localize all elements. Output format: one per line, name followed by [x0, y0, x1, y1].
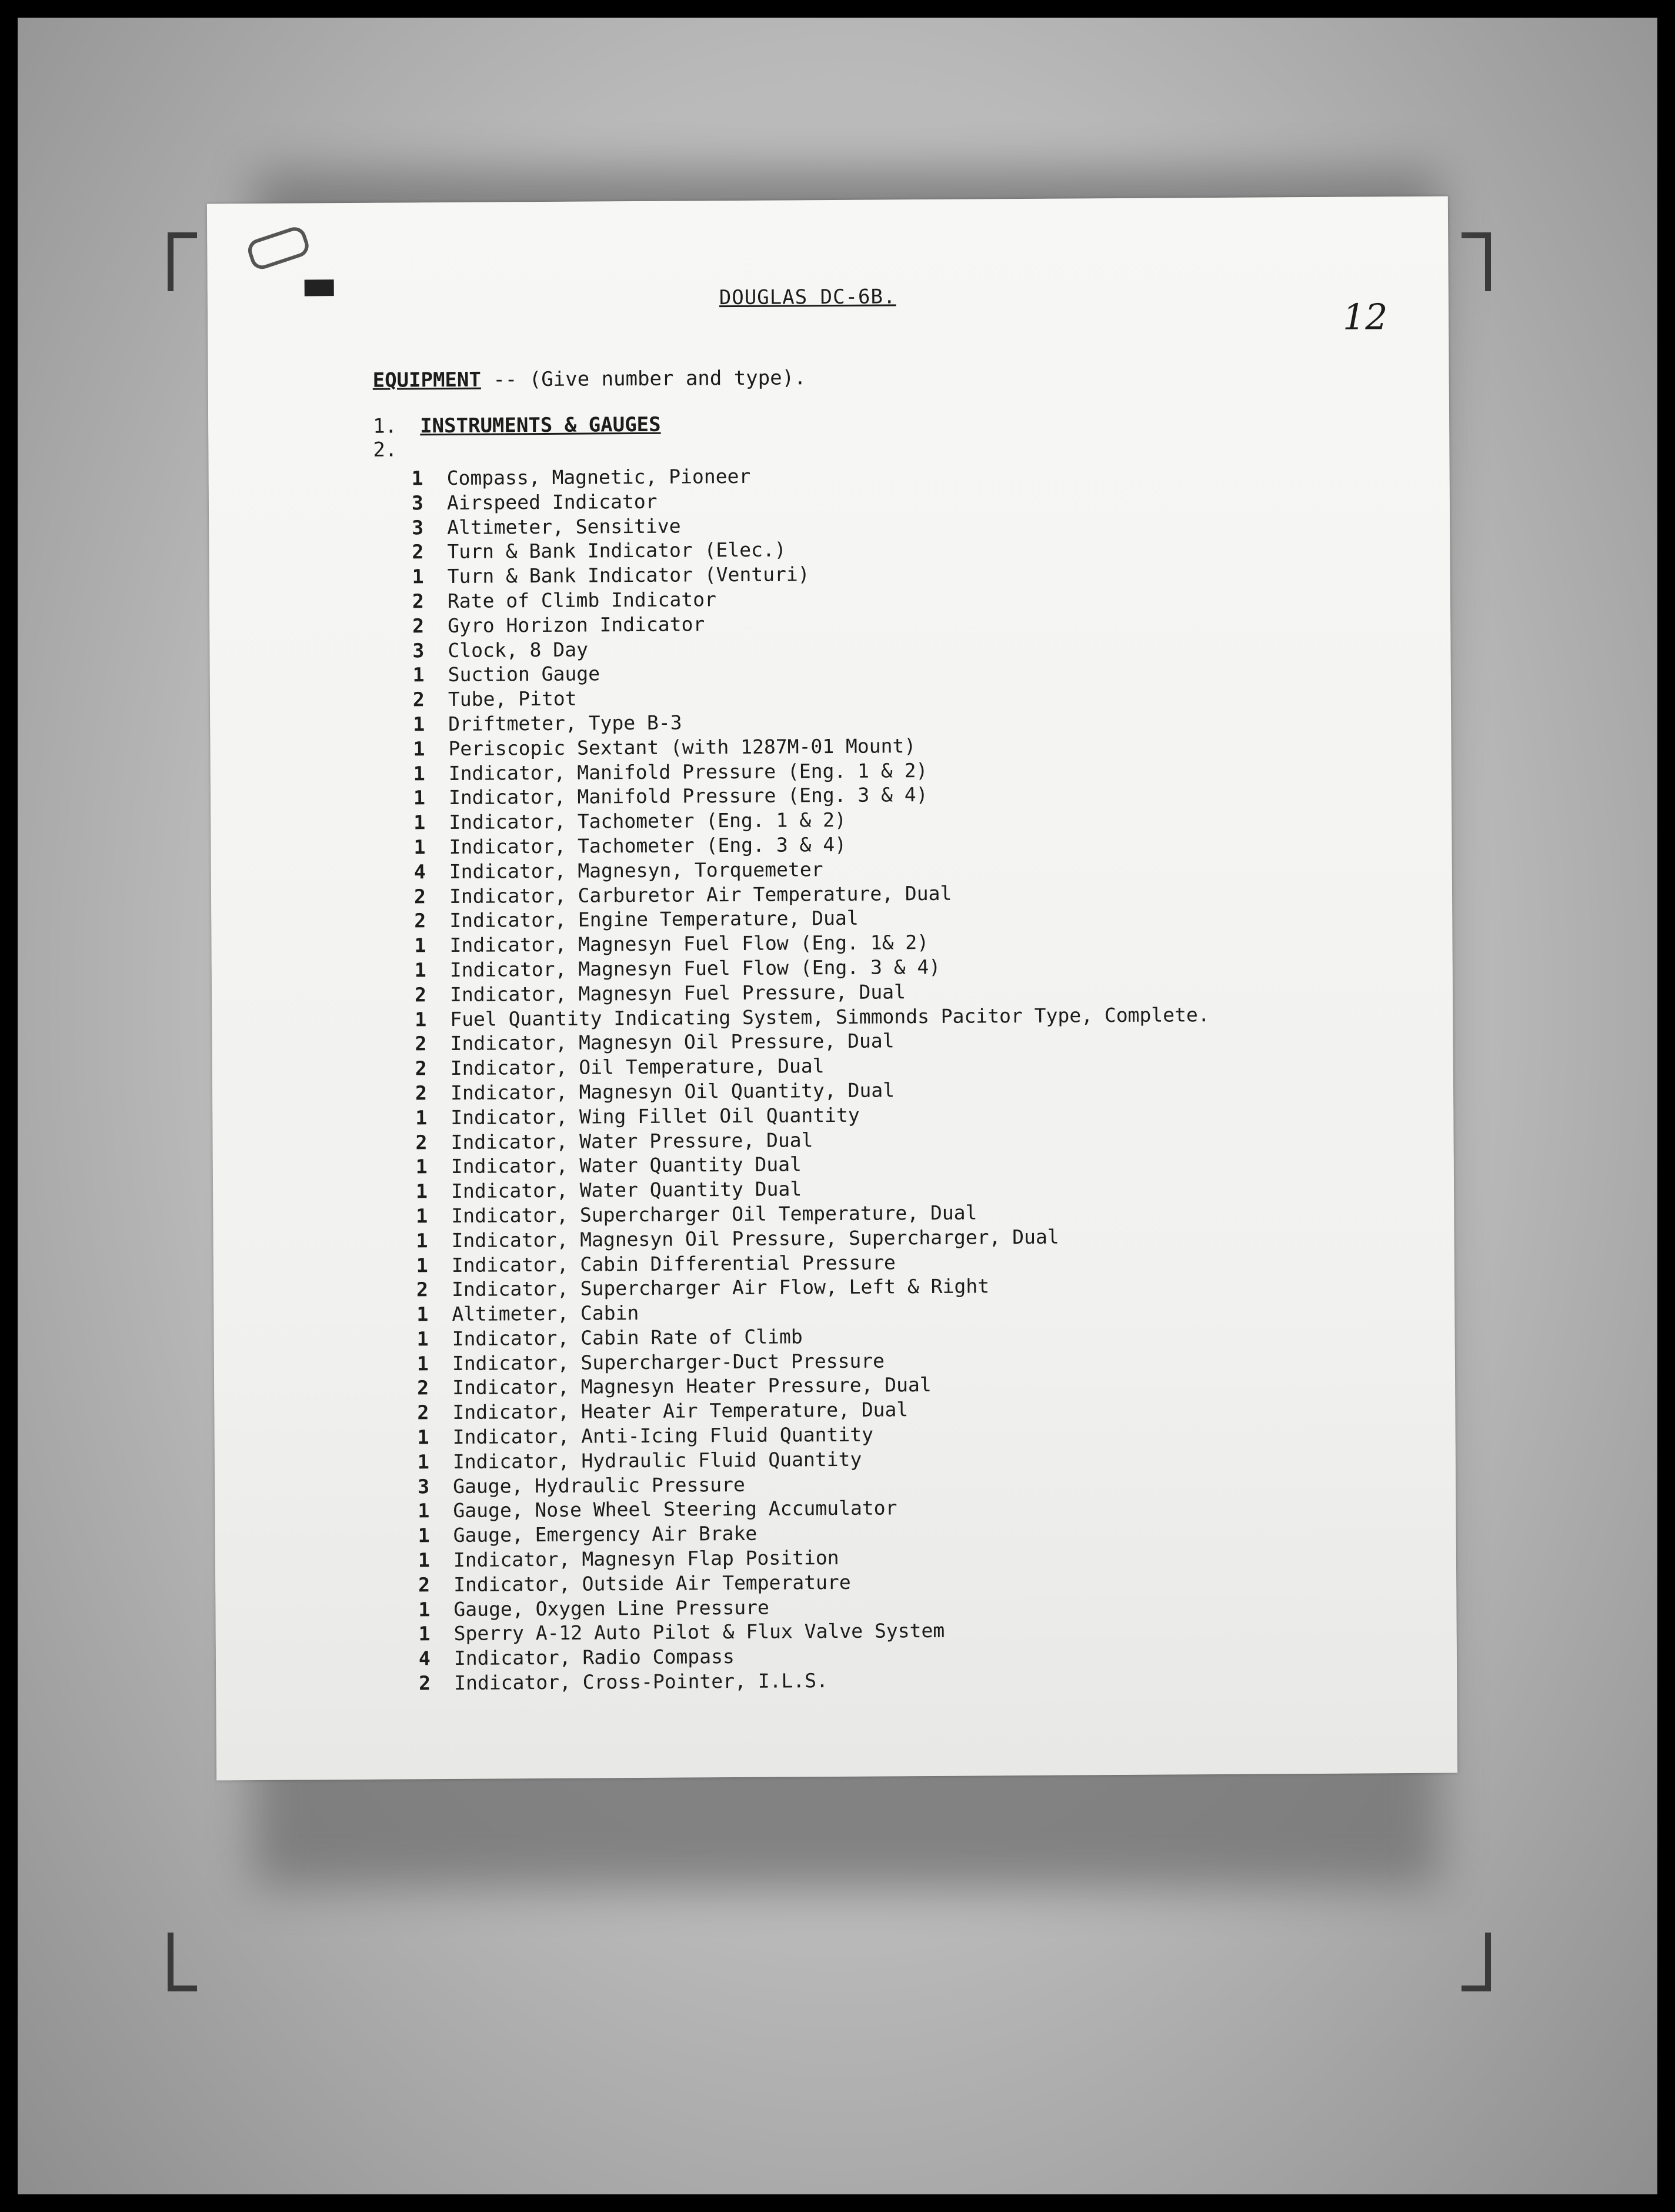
- item-description: Indicator, Magnesyn Fuel Flow (Eng. 1& 2): [449, 931, 929, 957]
- item-description: Indicator, Magnesyn Heater Pressure, Dual: [452, 1373, 932, 1400]
- item-description: Indicator, Water Quantity Dual: [451, 1152, 802, 1178]
- equipment-line: [373, 366, 806, 392]
- item-quantity: 2: [416, 1278, 429, 1301]
- item-description: Indicator, Heater Air Temperature, Dual: [452, 1398, 909, 1424]
- item-quantity: 1: [411, 467, 423, 490]
- item-quantity: 1: [415, 1105, 428, 1130]
- item-description: Indicator, Magnesyn Fuel Pressure, Dual: [449, 980, 906, 1006]
- item-quantity: 2: [418, 1573, 431, 1597]
- item-quantity: 1: [415, 1180, 428, 1203]
- item-description: Indicator, Water Pressure, Dual: [451, 1128, 813, 1154]
- crop-mark-bottom-right: [1462, 1933, 1491, 1991]
- item-quantity: 1: [412, 663, 425, 687]
- item-quantity: 2: [412, 614, 425, 638]
- item-description: Clock, 8 Day: [448, 638, 589, 662]
- equipment-list: [412, 460, 1431, 1695]
- item-description: Indicator, Magnesyn Oil Pressure, Dual: [450, 1029, 895, 1055]
- item-quantity: 1: [413, 786, 426, 809]
- item-quantity: 1: [413, 761, 425, 785]
- item-description: Indicator, Magnesyn Oil Pressure, Supercharger, Dual: [451, 1225, 1059, 1252]
- item-quantity: 1: [415, 1155, 428, 1178]
- item-quantity: 2: [412, 540, 424, 564]
- item-description: Indicator, Cross-Pointer, I.L.S.: [454, 1669, 829, 1694]
- item-quantity: 1: [413, 811, 426, 834]
- item-quantity: 1: [418, 1622, 431, 1645]
- item-description: Tube, Pitot: [448, 687, 577, 711]
- section-number: 1.: [373, 414, 398, 438]
- item-quantity: 1: [413, 737, 425, 761]
- item-description: Indicator, Radio Compass: [453, 1645, 735, 1670]
- item-description: Sperry A-12 Auto Pilot & Flux Valve System: [453, 1619, 945, 1645]
- item-description: Indicator, Supercharger-Duct Pressure: [452, 1349, 885, 1375]
- section-1: [373, 413, 661, 438]
- page-number: 12: [1342, 297, 1388, 338]
- section-title: INSTRUMENTS & GAUGES: [420, 412, 661, 438]
- item-description: Indicator, Oil Temperature, Dual: [450, 1054, 825, 1080]
- item-quantity: 1: [416, 1351, 429, 1375]
- item-quantity: 2: [417, 1401, 429, 1424]
- item-description: Indicator, Anti-Icing Fluid Quantity: [452, 1423, 874, 1449]
- item-quantity: 1: [417, 1425, 429, 1449]
- item-description: Indicator, Magnesyn Fuel Flow (Eng. 3 & 4): [449, 955, 941, 981]
- item-quantity: 2: [414, 909, 426, 932]
- item-quantity: 1: [414, 958, 426, 982]
- item-quantity: 2: [414, 982, 427, 1007]
- item-quantity: 1: [418, 1548, 430, 1572]
- item-quantity: 1: [413, 835, 426, 859]
- item-description: Indicator, Magnesyn Flap Position: [453, 1546, 839, 1572]
- item-quantity: 1: [416, 1302, 429, 1326]
- item-description: Indicator, Magnesyn, Torquemeter: [449, 857, 823, 883]
- item-description: Altimeter, Cabin: [452, 1301, 639, 1326]
- item-quantity: 2: [412, 589, 424, 613]
- equipment-heading: EQUIPMENT: [372, 368, 482, 392]
- item-description: Gauge, Nose Wheel Steering Accumulator: [453, 1496, 897, 1523]
- item-description: Indicator, Carburetor Air Temperature, Dual: [449, 881, 952, 908]
- item-quantity: 4: [418, 1647, 431, 1670]
- item-description: Indicator, Hydraulic Fluid Quantity: [452, 1447, 862, 1473]
- item-quantity: 1: [415, 1007, 427, 1031]
- document-page: [207, 196, 1457, 1781]
- item-description: Turn & Bank Indicator (Venturi): [447, 562, 810, 588]
- item-quantity: 1: [414, 934, 426, 957]
- section-number: 2.: [373, 438, 398, 462]
- item-quantity: 3: [412, 515, 424, 539]
- item-description: Turn & Bank Indicator (Elec.): [447, 538, 786, 564]
- item-quantity: 2: [413, 884, 426, 908]
- item-description: Indicator, Cabin Rate of Climb: [452, 1325, 803, 1350]
- item-quantity: 1: [418, 1524, 430, 1547]
- item-description: Indicator, Manifold Pressure (Eng. 1 & 2): [448, 758, 928, 785]
- item-description: Suction Gauge: [448, 662, 600, 687]
- item-quantity: 1: [418, 1597, 431, 1621]
- item-quantity: 3: [418, 1474, 430, 1498]
- item-quantity: 1: [413, 712, 425, 736]
- item-description: Compass, Magnetic, Pioneer: [446, 464, 751, 489]
- item-description: Indicator, Tachometer (Eng. 1 & 2): [449, 808, 846, 834]
- item-description: Airspeed Indicator: [446, 489, 658, 514]
- item-description: Gauge, Oxygen Line Pressure: [453, 1595, 769, 1621]
- document-title: DOUGLAS DC-6B.: [719, 285, 896, 310]
- item-description: Altimeter, Sensitive: [447, 514, 681, 539]
- item-quantity: 3: [411, 491, 423, 515]
- clip-mark: [305, 279, 334, 296]
- item-quantity: 1: [412, 565, 424, 588]
- item-quantity: 2: [419, 1671, 431, 1695]
- item-description: Indicator, Outside Air Temperature: [453, 1570, 851, 1596]
- paperclip-icon: [245, 224, 312, 272]
- crop-mark-bottom-left: [168, 1933, 197, 1991]
- item-description: Gauge, Emergency Air Brake: [453, 1522, 758, 1547]
- item-description: Gyro Horizon Indicator: [448, 612, 705, 637]
- photo-frame: [18, 18, 1657, 2194]
- item-quantity: 1: [418, 1499, 430, 1523]
- item-description: Indicator, Supercharger Air Flow, Left & Right: [451, 1274, 990, 1301]
- item-description: Indicator, Supercharger Oil Temperature, Dual: [451, 1201, 977, 1227]
- item-quantity: 1: [416, 1228, 428, 1252]
- item-description: Periscopic Sextant (with 1287M-01 Mount): [448, 734, 916, 760]
- item-quantity: 2: [415, 1081, 428, 1105]
- equipment-note: -- (Give number and type).: [481, 366, 806, 392]
- item-description: Fuel Quantity Indicating System, Simmonds Pacitor Type, Complete.: [450, 1002, 1210, 1031]
- crop-mark-top-left: [168, 232, 197, 291]
- item-quantity: 1: [416, 1204, 428, 1228]
- item-quantity: 2: [415, 1057, 427, 1080]
- item-description: Indicator, Magnesyn Oil Quantity, Dual: [450, 1078, 895, 1104]
- item-description: Indicator, Tachometer (Eng. 3 & 4): [449, 832, 847, 858]
- item-description: Driftmeter, Type B-3: [448, 711, 682, 735]
- item-description: Indicator, Manifold Pressure (Eng. 3 & 4): [448, 783, 928, 809]
- section-2: [373, 438, 420, 461]
- item-quantity: 3: [412, 638, 425, 662]
- item-description: Indicator, Cabin Differential Pressure: [451, 1250, 896, 1277]
- item-quantity: 2: [415, 1032, 427, 1055]
- item-description: Indicator, Wing Fillet Oil Quantity: [451, 1103, 860, 1129]
- item-description: Gauge, Hydraulic Pressure: [453, 1473, 745, 1498]
- item-quantity: 1: [417, 1450, 429, 1474]
- item-quantity: 2: [412, 688, 425, 711]
- item-description: Rate of Climb Indicator: [447, 588, 717, 612]
- item-quantity: 2: [415, 1130, 428, 1154]
- item-description: Indicator, Water Quantity Dual: [451, 1177, 802, 1203]
- item-quantity: 4: [413, 860, 426, 884]
- item-description: Indicator, Engine Temperature, Dual: [449, 907, 859, 932]
- item-quantity: 1: [416, 1327, 429, 1351]
- item-quantity: 2: [417, 1376, 429, 1400]
- crop-mark-top-right: [1462, 232, 1491, 291]
- item-quantity: 1: [416, 1253, 428, 1277]
